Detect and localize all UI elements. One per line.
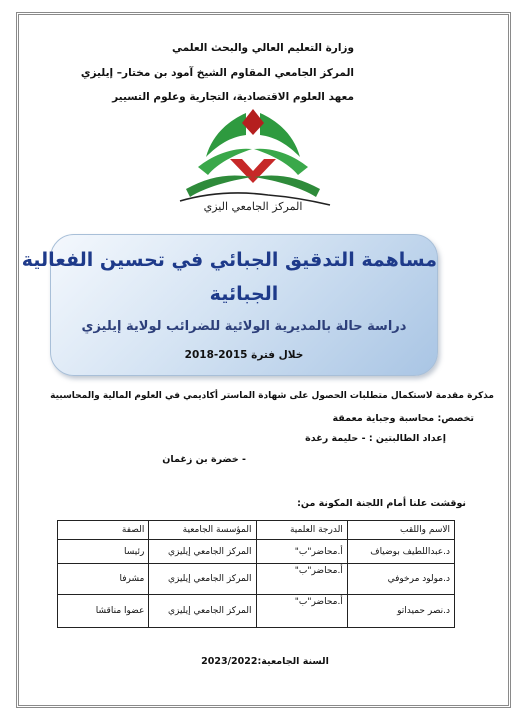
col-header-role: الصفة <box>58 521 149 540</box>
thesis-title-line-2: الجبائية <box>209 283 279 305</box>
member-rank: أ.محاضر"ب" <box>256 595 347 628</box>
title-box <box>21 234 438 376</box>
university-name: المركز الجامعي المقاوم الشيخ آمود بن مختار– إيليزي <box>80 67 354 79</box>
member-name: د.نصر حميداتو <box>347 595 454 628</box>
prepared-by: إعداد الطالبتين : - حليمة رغدة <box>305 433 446 444</box>
thesis-title-line-1: مساهمة التدقيق الجبائي في تحسين الفعالية <box>21 249 437 271</box>
table-row <box>58 595 455 628</box>
logo-caption: المركز الجامعي اليزي <box>203 200 303 213</box>
member-role: رئيسا <box>58 540 149 564</box>
member-rank: أ.محاضر"ب" <box>256 564 347 595</box>
specialty: تخصص: محاسبة وجباية معمقة <box>332 413 474 424</box>
academic-year: السنة الجامعية:2023/2022 <box>201 656 329 667</box>
ministry-name: وزارة التعليم العالي والبحث العلمي <box>171 42 354 54</box>
col-header-name: الاسم واللقب <box>347 521 454 540</box>
institute-name: معهد العلوم الاقتصادية، التجارية وعلوم التسيير <box>112 91 354 103</box>
member-institution: المركز الجامعي إيليزي <box>149 540 256 564</box>
thesis-purpose: مذكرة مقدمة لاستكمال متطلبات الحصول على شهادة الماستر أكاديمي في العلوم المالية والمحاسبية <box>50 391 494 401</box>
second-student: - خضرة بن زغمان <box>162 454 246 465</box>
university-logo-icon <box>168 105 338 215</box>
member-institution: المركز الجامعي إيليزي <box>149 564 256 595</box>
table-row <box>58 540 455 564</box>
study-period: خلال فترة 2015-2018 <box>184 349 304 361</box>
member-name: د.مولود مرخوفي <box>347 564 454 595</box>
case-study-subtitle: دراسة حالة بالمديرية الولائية للضرائب لولاية إيليزي <box>81 319 407 334</box>
col-header-institution: المؤسسة الجامعية <box>149 521 256 540</box>
committee-intro: نوقشت علنا أمام اللجنة المكونة من: <box>297 498 466 509</box>
col-header-rank: الدرجة العلمية <box>256 521 347 540</box>
committee-table <box>57 520 455 628</box>
member-role: مشرفا <box>58 564 149 595</box>
member-name: د.عبداللطيف بوضياف <box>347 540 454 564</box>
member-institution: المركز الجامعي إيليزي <box>149 595 256 628</box>
table-row <box>58 564 455 595</box>
table-header-row <box>58 521 455 540</box>
member-rank: أ.محاضر"ب" <box>256 540 347 564</box>
member-role: عضوا مناقشا <box>58 595 149 628</box>
